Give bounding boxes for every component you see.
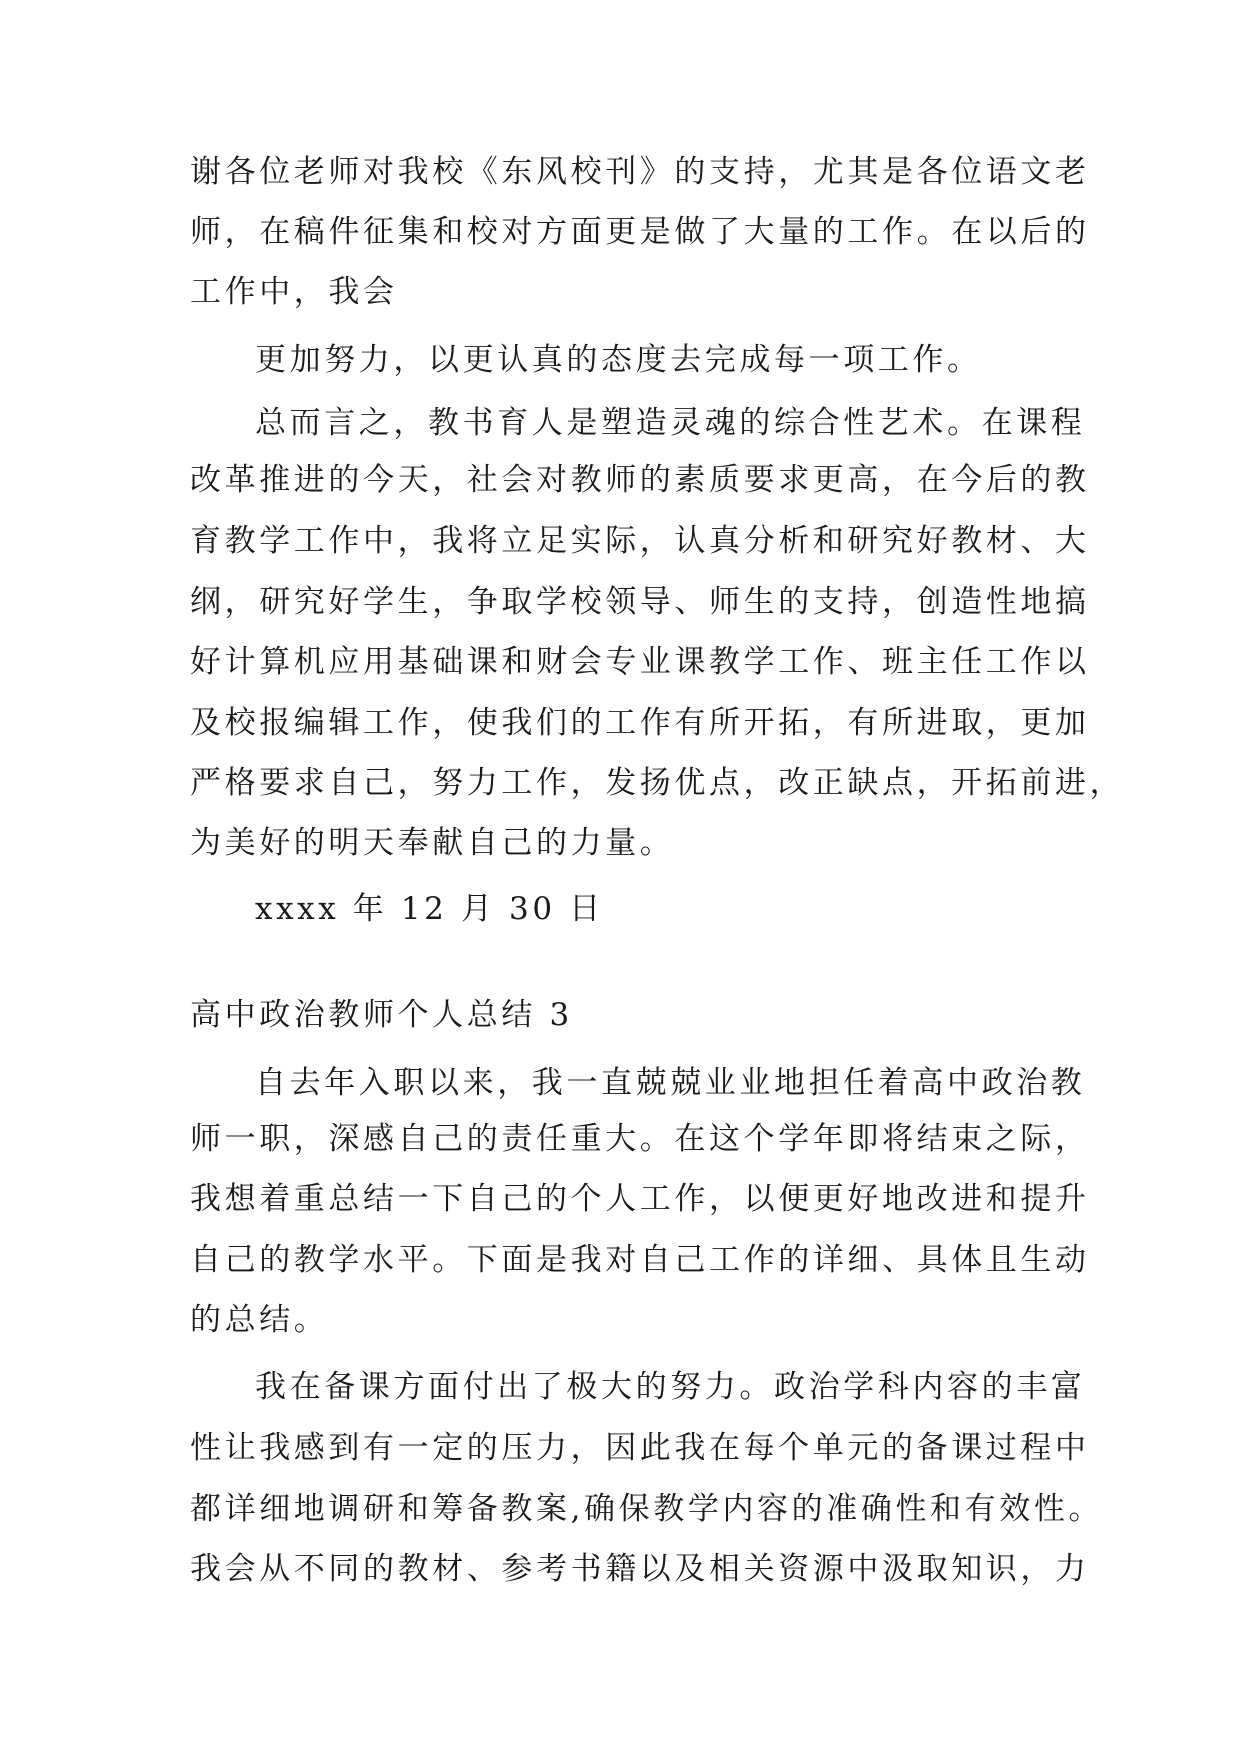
- text-line: 更加努力，以更认真的态度去完成每一项工作。: [255, 342, 982, 378]
- text-line: 育教学工作中，我将立足实际，认真分析和研究好教材、大: [190, 523, 1090, 559]
- text-line: 自去年入职以来，我一直兢兢业业地担任着高中政治教: [255, 1065, 1086, 1101]
- date-line: xxxx 年 12 月 30 日: [255, 891, 604, 927]
- text-line: 及校报编辑工作，使我们的工作有所开拓，有所进取，更加: [190, 705, 1090, 741]
- text-line: 总而言之，教书育人是塑造灵魂的综合性艺术。在课程: [255, 405, 1086, 441]
- text-line: 我会从不同的教材、参考书籍以及相关资源中汲取知识，力: [190, 1551, 1090, 1587]
- text-line: 的总结。: [190, 1302, 329, 1338]
- text-line: 我在备课方面付出了极大的努力。政治学科内容的丰富: [255, 1369, 1086, 1405]
- text-line: 师一职，深感自己的责任重大。在这个学年即将结束之际，: [190, 1121, 1090, 1157]
- text-line: 师，在稿件征集和校对方面更是做了大量的工作。在以后的: [190, 214, 1090, 250]
- text-line: 都详细地调研和筹备教案,确保教学内容的准确性和有效性。: [190, 1491, 1104, 1527]
- text-line: 纲，研究好学生，争取学校领导、师生的支持，创造性地搞: [190, 584, 1090, 620]
- section-title: 高中政治教师个人总结 3: [190, 997, 573, 1033]
- text-line: 我想着重总结一下自己的个人工作，以便更好地改进和提升: [190, 1181, 1090, 1217]
- text-line: 好计算机应用基础课和财会专业课教学工作、班主任工作以: [190, 644, 1090, 680]
- text-line: 工作中，我会: [190, 274, 398, 310]
- text-line: 为美好的明天奉献自己的力量。: [190, 825, 675, 861]
- text-line: 严格要求自己，努力工作，发扬优点，改正缺点，开拓前进，: [190, 765, 1125, 801]
- text-line: 性让我感到有一定的压力，因此我在每个单元的备课过程中: [190, 1430, 1090, 1466]
- text-line: 改革推进的今天，社会对教师的素质要求更高，在今后的教: [190, 462, 1090, 498]
- text-line: 自己的教学水平。下面是我对自己工作的详细、具体且生动: [190, 1242, 1090, 1278]
- text-line: 谢各位老师对我校《东风校刊》的支持，尤其是各位语文老: [190, 154, 1090, 190]
